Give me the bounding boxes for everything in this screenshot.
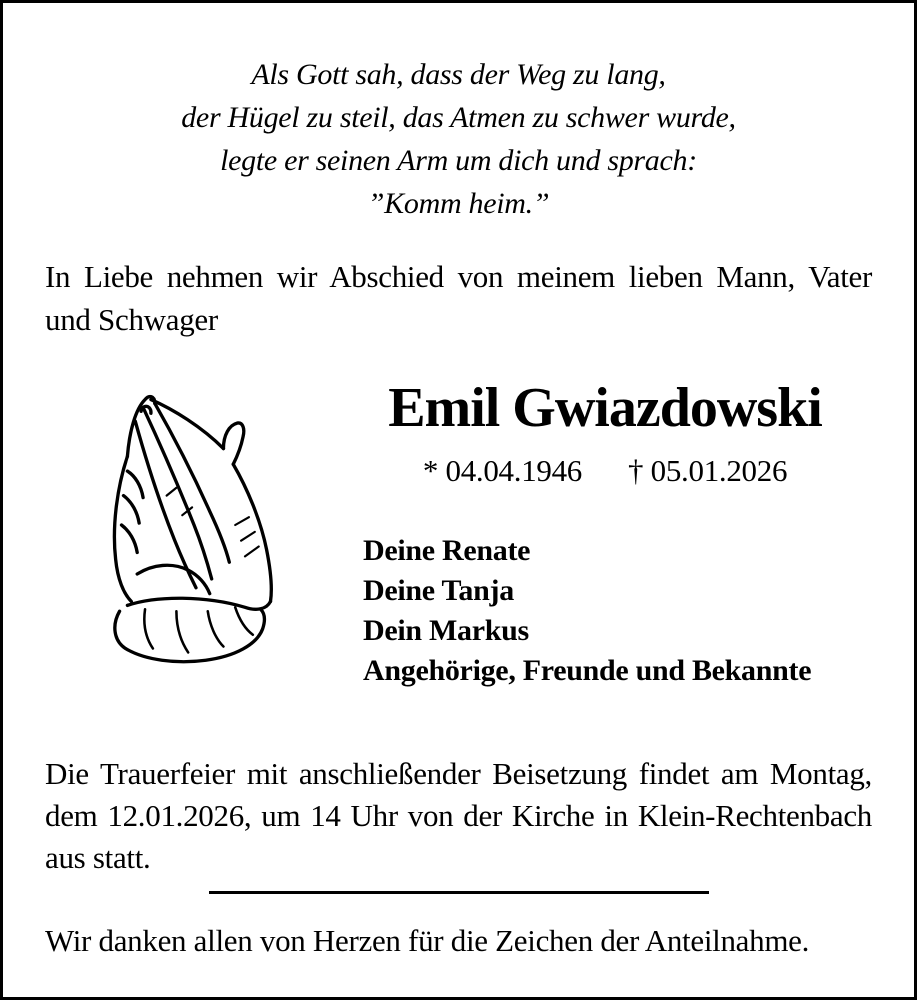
funeral-line: dem 12.01.2026, um 14 Uhr von der Kirche in Klein-Rechtenbach xyxy=(45,798,872,833)
mourners-list xyxy=(338,531,872,691)
funeral-line: Die Trauerfeier mit anschließender Beisetzung findet am Montag, xyxy=(45,756,872,791)
intro-line: In Liebe nehmen wir Abschied von meinem lieben Mann, Vater xyxy=(45,259,872,294)
praying-hands-icon xyxy=(98,377,294,673)
funeral-details xyxy=(45,753,872,879)
mourner-line: Deine Renate xyxy=(363,534,531,567)
deceased-name: Emil Gwiazdowski xyxy=(388,377,822,439)
life-dates xyxy=(338,453,872,489)
thanks-text: Wir danken allen von Herzen für die Zeichen der Anteilnahme. xyxy=(45,923,810,958)
main-section xyxy=(3,377,914,691)
birth-date: * 04.04.1946 xyxy=(422,453,582,488)
mourner-line: Deine Tanja xyxy=(363,574,514,607)
intro-text xyxy=(45,255,872,341)
poem-verse xyxy=(3,53,914,225)
divider-rule xyxy=(209,891,709,894)
intro-line: und Schwager xyxy=(45,302,218,337)
funeral-line: aus statt. xyxy=(45,840,151,875)
mourner-line: Angehörige, Freunde und Bekannte xyxy=(363,654,812,687)
poem-line: ”Komm heim.” xyxy=(367,187,550,220)
poem-line: Als Gott sah, dass der Weg zu lang, xyxy=(251,58,666,91)
death-date: † 05.01.2026 xyxy=(628,453,788,488)
praying-hands-icon xyxy=(98,377,294,673)
poem-line: der Hügel zu steil, das Atmen zu schwer wurde, xyxy=(181,101,736,134)
name-block xyxy=(338,377,872,691)
mourner-line: Dein Markus xyxy=(363,614,529,647)
poem-line: legte er seinen Arm um dich und sprach: xyxy=(220,144,697,177)
